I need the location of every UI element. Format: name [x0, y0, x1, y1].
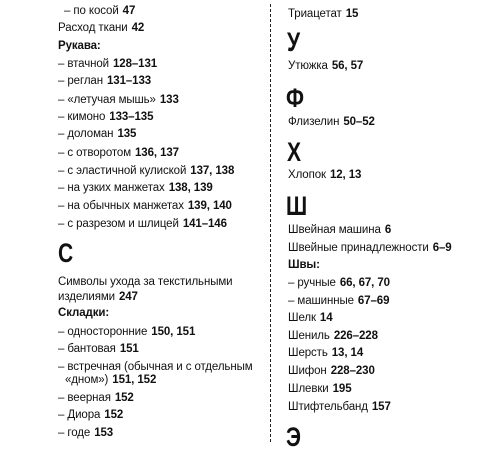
index-subheading: Швы:: [288, 259, 320, 271]
index-entry: Шелк 14: [288, 312, 333, 324]
index-entry: Штифтельбанд 157: [288, 401, 391, 413]
index-entry: Хлопок 12, 13: [288, 169, 362, 181]
index-entry: – «летучая мышь» 133: [58, 94, 179, 106]
index-entry: – с отворотом 136, 137: [58, 147, 179, 159]
index-entry: Символы ухода за текстильными: [58, 276, 233, 288]
index-entry: – бантовая 151: [58, 343, 139, 355]
section-letter-e: Э: [286, 422, 301, 452]
index-entry: – машинные 67–69: [288, 295, 390, 307]
index-entry: Флизелин 50–52: [288, 116, 375, 128]
section-letter-f: Ф: [286, 83, 304, 113]
index-entry: Расход ткани 42: [58, 22, 145, 34]
section-letter-h: Х: [287, 137, 302, 167]
index-entry: изделиями 247: [58, 291, 138, 303]
index-entry: – с эластичной кулиской 137, 138: [58, 165, 235, 177]
index-entry: «дном») 151, 152: [65, 374, 157, 386]
index-entry: – на узких манжетах 138, 139: [58, 182, 213, 194]
section-letter-sh: Ш: [286, 191, 308, 221]
section-letter-u: У: [287, 27, 301, 57]
index-subheading: Складки:: [58, 307, 110, 319]
index-entry: – по косой 47: [64, 5, 136, 17]
index-entry: Шерсть 13, 14: [288, 347, 364, 359]
index-entry: Утюжка 56, 57: [288, 60, 364, 72]
column-divider: [270, 4, 271, 442]
index-subheading: Рукава:: [58, 40, 101, 52]
index-entry: Швейная машина 6: [288, 224, 392, 236]
index-entry: Шифон 228–230: [288, 365, 375, 377]
index-entry: – годе 153: [58, 427, 114, 439]
index-entry: – встречная (обычная и с отдельным: [58, 361, 253, 373]
index-entry: – Диора 152: [58, 409, 124, 421]
index-entry: Шлевки 195: [288, 383, 352, 395]
index-entry: – односторонние 150, 151: [58, 326, 196, 338]
index-entry: – доломан 135: [58, 128, 137, 140]
index-entry: – реглан 131–133: [58, 75, 152, 87]
section-letter-s: С: [58, 238, 74, 268]
index-entry: – с разрезом и шлицей 141–146: [58, 218, 227, 230]
index-entry: – кимоно 133–135: [58, 111, 154, 123]
index-entry: Шениль 226–228: [288, 330, 378, 342]
index-entry: Триацетат 15: [288, 8, 359, 20]
index-entry: – веерная 152: [58, 392, 134, 404]
index-entry: – на обычных манжетах 139, 140: [58, 200, 232, 212]
index-entry: Швейные принадлежности 6–9: [288, 242, 452, 254]
index-entry: – ручные 66, 67, 70: [288, 277, 390, 289]
index-entry: – втачной 128–131: [58, 58, 158, 70]
